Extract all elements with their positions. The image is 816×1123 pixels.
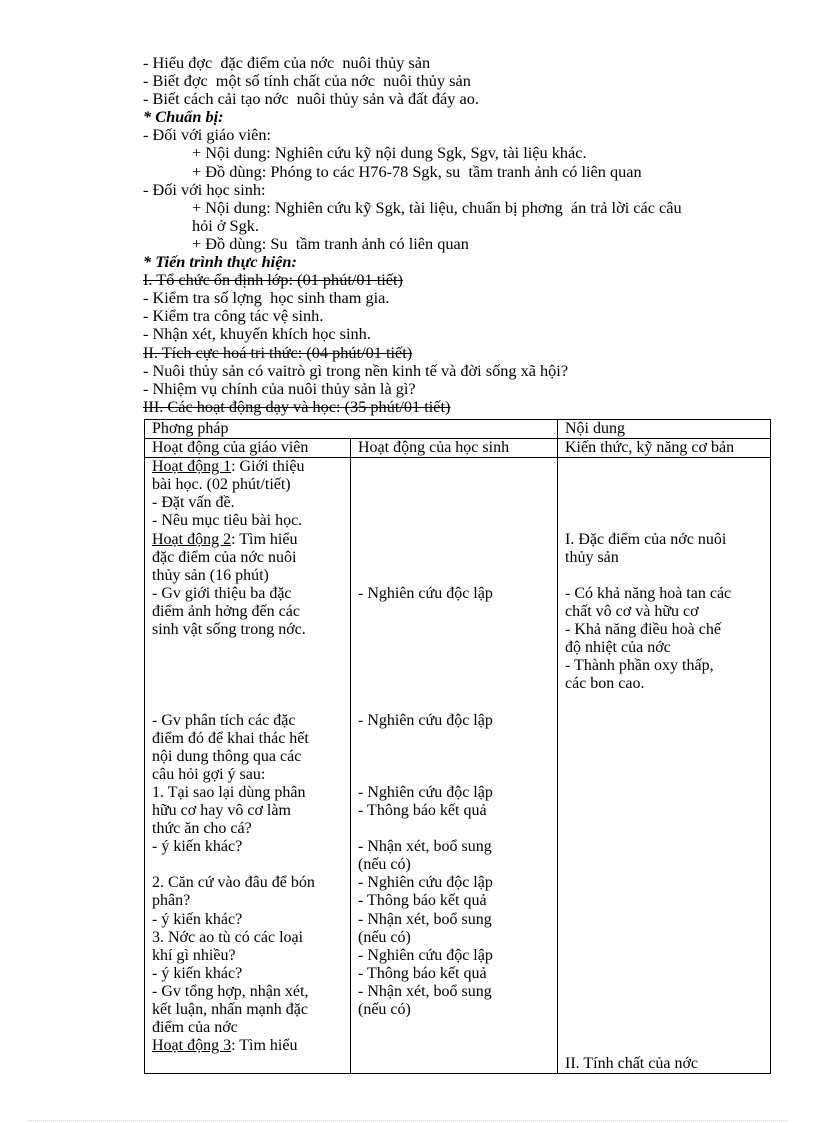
section-3-title: III. Các hoạt động dạy và học: (35 phút/01 tiết)	[143, 396, 451, 416]
lesson-table	[144, 419, 771, 1074]
activity-1-title: Hoạt động 1	[152, 458, 232, 476]
objective-1: - Hiểu đợc đặc điểm của nớc nuôi thủy sản	[143, 53, 431, 72]
table-header-row-2	[145, 439, 771, 458]
table-header-row-1	[145, 420, 771, 439]
section-1-item: - Kiểm tra số lợng học sinh tham gia.	[143, 288, 390, 308]
header-student: Hoạt động của học sinh	[351, 439, 558, 458]
prep-teacher: - Đối với giáo viên:	[143, 125, 271, 145]
objective-3: - Biết cách cải tạo nớc nuôi thủy sản và đất đáy ao.	[143, 89, 479, 109]
knowledge-column: I. Đặc điểm của nớc nuôi thủy sản - Có khả năng hoà tan các chất vô cơ và hữu cơ - Khả năng điều hoà chế độ nhiệt của nớc - Thành phần oxy thấp, các bon cao. II. Tính chất của nớc	[558, 458, 771, 1074]
prep-teacher-tools: + Đồ dùng: Phóng to các H76-78 Sgk, su tầm tranh ảnh có liên quan	[192, 161, 642, 181]
intro-block	[143, 54, 783, 416]
table-row	[145, 458, 771, 1074]
prep-student: - Đối với học sinh:	[143, 179, 266, 199]
section-1-item: - Kiểm tra công tác vệ sinh.	[143, 306, 324, 326]
prep-student-content-2: hỏi ở Sgk.	[192, 215, 259, 235]
student-column: - Nghiên cứu độc lập - Nghiên cứu độc lập - Nghiên cứu độc lập - Thông báo kết quả - Nhận xét, boổ sung (nếu có) - Nghiên cứu độc lập - Thông báo kết quả - Nhận xét, boổ sung (nếu có) - Nghiên cứu độc lập - Thông báo kết quả - Nhận xét, boổ sung (nếu có)	[351, 458, 558, 1074]
objective-2: - Biết đợc một số tính chất của nớc nuôi thủy sản	[143, 71, 471, 91]
teacher-column: Hoạt động 1: Giới thiệu bài học. (02 phút/tiết) - Đặt vấn đề. - Nêu mục tiêu bài học. Hoạt động 2: Tìm hiểu đặc điểm của nớc nuôi thủy sản (16 phút) - Gv giới thiệu ba đặc điểm ảnh hởng đến các sinh vật sống trong nớc. - Gv phân tích các đặc điểm đó để khai thác hết nội dung thông qua các câu hỏi gợi ý sau: 1. Tại sao lại dùng phân hữu cơ hay vô cơ làm thức ăn cho cá? - ý kiến khác? 2. Căn cứ vào đâu để bón phân? - ý kiến khác? 3. Nớc ao tù có các loại khí gì nhiều? - ý kiến khác? - Gv tổng hợp, nhận xét, kết luận, nhấn mạnh đặc điểm của nớc Hoạt động 3: Tìm hiểu	[145, 458, 351, 1074]
header-method: Phơng pháp	[145, 420, 558, 439]
header-knowledge: Kiến thức, kỹ năng cơ bản	[558, 439, 771, 458]
section-1-item: - Nhận xét, khuyến khích học sinh.	[143, 324, 371, 344]
prep-heading: * Chuẩn bị:	[143, 107, 224, 127]
activity-3-title: Hoạt động 3	[152, 1037, 232, 1055]
header-content: Nội dung	[558, 420, 771, 439]
process-heading: * Tiến trình thực hiện:	[143, 252, 297, 272]
prep-teacher-content: + Nội dung: Nghiên cứu kỹ nội dung Sgk, Sgv, tài liệu khác.	[192, 143, 587, 163]
prep-student-content-1: + Nội dung: Nghiên cứu kỹ Sgk, tài liệu, chuẩn bị phơng án trả lời các câu	[192, 197, 682, 217]
header-teacher: Hoạt động của giáo viên	[145, 439, 351, 458]
section-1-title: I. Tổ chức ổn định lớp: (01 phút/01 tiết)	[143, 270, 403, 290]
section-2-item: - Nuôi thủy sản có vaitrò gì trong nền kinh tế và đời sống xã hội?	[143, 360, 569, 380]
section-2-title: II. Tích cực hoá tri thức: (04 phút/01 tiết)	[143, 342, 413, 362]
activity-2-title: Hoạt động 2	[152, 530, 232, 548]
page-bottom-divider	[28, 1120, 788, 1121]
section-2-item: - Nhiệm vụ chính của nuôi thủy sản là gì?	[143, 378, 416, 398]
prep-student-tools: + Đồ dùng: Su tầm tranh ảnh có liên quan	[192, 233, 469, 253]
